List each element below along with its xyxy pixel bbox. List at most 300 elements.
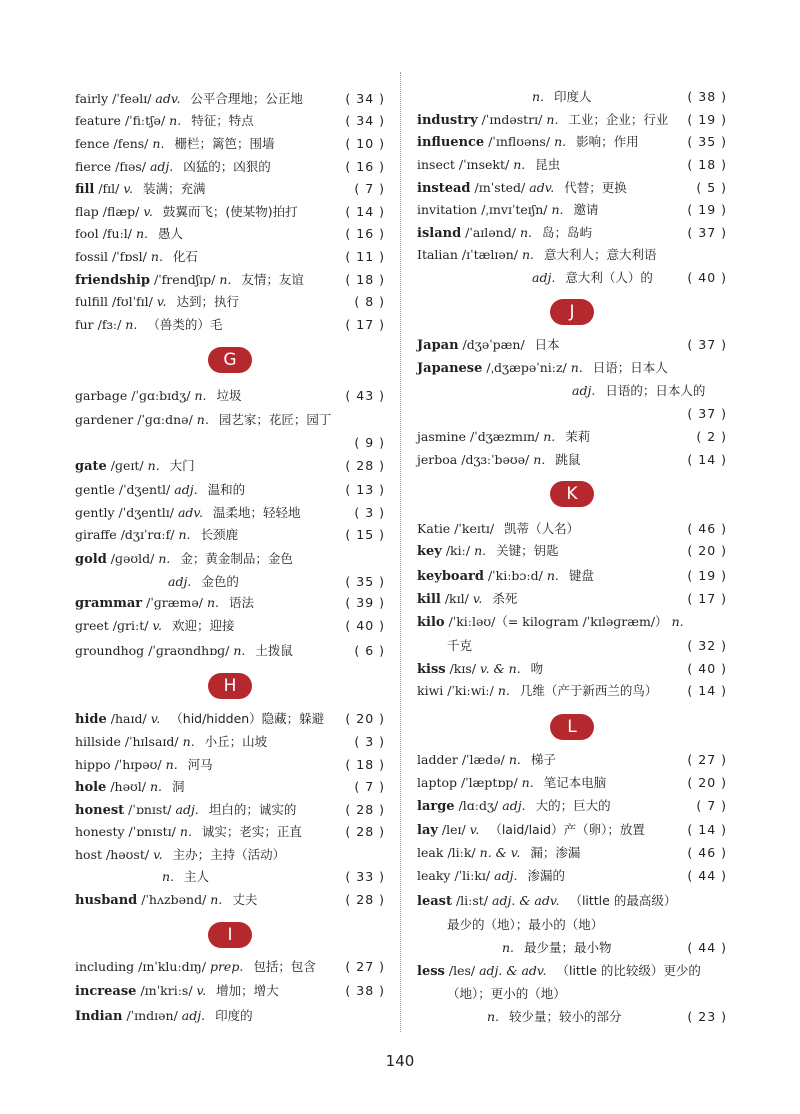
part-of-speech: n. bbox=[158, 551, 171, 566]
phonetic: /ˈhɪpəʊ/ bbox=[114, 757, 162, 772]
headword: least bbox=[417, 894, 452, 909]
headword: honesty bbox=[75, 824, 125, 839]
part-of-speech: n. bbox=[522, 247, 535, 262]
entry-row bbox=[75, 314, 385, 336]
phonetic: /ˈkiːbɔːd/ bbox=[487, 568, 543, 583]
phonetic: /lɑːdʒ/ bbox=[458, 798, 499, 813]
entry-row bbox=[75, 844, 385, 866]
definition: 影响；作用 bbox=[576, 134, 639, 149]
entry-row bbox=[417, 177, 727, 199]
page-ref: ( 46 ) bbox=[687, 521, 727, 536]
part-of-speech: n. bbox=[554, 134, 567, 149]
part-of-speech: n. bbox=[671, 614, 684, 629]
page-ref: ( 35 ) bbox=[345, 574, 385, 589]
part-of-speech: adj. & adv. bbox=[492, 893, 560, 908]
page-ref: ( 37 ) bbox=[687, 337, 727, 352]
phonetic: /ˈɪndəstrɪ/ bbox=[481, 112, 543, 127]
page-ref: ( 17 ) bbox=[345, 317, 385, 332]
definition: 愚人 bbox=[158, 226, 184, 241]
page-ref: ( 18 ) bbox=[345, 757, 385, 772]
page-ref: ( 19 ) bbox=[687, 112, 727, 127]
entry-row bbox=[417, 199, 727, 221]
definition: 梯子 bbox=[530, 752, 556, 767]
part-of-speech: n. bbox=[178, 527, 191, 542]
part-of-speech: adj. bbox=[572, 383, 596, 398]
definition: 工业；企业；行业 bbox=[568, 112, 669, 127]
definition: 跳鼠 bbox=[555, 452, 581, 467]
phonetic: /ˈɒnɪstɪ/ bbox=[128, 824, 176, 839]
definition: 最少量；最小物 bbox=[524, 940, 612, 955]
definition: 邀请 bbox=[573, 202, 599, 217]
definition: 最少的（地）；最小的（地） bbox=[447, 917, 604, 932]
phonetic: /həʊl/ bbox=[110, 779, 146, 794]
definition: 关键；钥匙 bbox=[496, 543, 559, 558]
entry-continuation bbox=[447, 635, 727, 657]
part-of-speech: n. bbox=[182, 734, 195, 749]
section-letter-badge: I bbox=[208, 922, 252, 948]
phonetic: /ˈɡɑːbɪdʒ/ bbox=[131, 388, 191, 403]
part-of-speech: v. bbox=[153, 847, 163, 862]
page-ref: ( 13 ) bbox=[345, 482, 385, 497]
page-ref: ( 27 ) bbox=[345, 959, 385, 974]
entry-row bbox=[75, 269, 385, 291]
part-of-speech: n. bbox=[546, 568, 559, 583]
headword: invitation bbox=[417, 202, 478, 217]
headword: leaky bbox=[417, 868, 451, 883]
part-of-speech: n. bbox=[502, 940, 515, 955]
definition: 日语的；日本人的 bbox=[605, 383, 706, 398]
phonetic: /ˈfeəlɪ/ bbox=[112, 91, 152, 106]
definition: 主办；主持（活动） bbox=[172, 847, 286, 862]
page-ref: ( 40 ) bbox=[345, 618, 385, 633]
phonetic: /ˈkiːləʊ/（= kilogram /ˈkɪləɡræm/） bbox=[448, 614, 668, 629]
phonetic: /haɪd/ bbox=[110, 711, 147, 726]
part-of-speech: n. bbox=[196, 412, 209, 427]
phonetic: /ˈkiːwiː/ bbox=[447, 683, 494, 698]
headword: less bbox=[417, 964, 445, 979]
headword: honest bbox=[75, 803, 125, 818]
definition: 渗漏的 bbox=[527, 868, 565, 883]
headword: Japan bbox=[417, 338, 459, 353]
entry-row bbox=[417, 749, 727, 771]
definition: 语法 bbox=[229, 595, 255, 610]
page-ref: ( 46 ) bbox=[687, 845, 727, 860]
definition: 岛；岛屿 bbox=[541, 225, 592, 240]
page-ref: ( 11 ) bbox=[345, 249, 385, 264]
entry-row bbox=[75, 246, 385, 268]
headword: jasmine bbox=[417, 429, 467, 444]
part-of-speech: n. bbox=[487, 1009, 500, 1024]
part-of-speech: v. & n. bbox=[480, 661, 521, 676]
phonetic: /ˈɪnsekt/ bbox=[458, 157, 510, 172]
definition: 鼓翼而飞；(使某物)拍打 bbox=[162, 204, 298, 219]
page-ref: ( 14 ) bbox=[687, 822, 727, 837]
page-number: 140 bbox=[385, 1052, 415, 1070]
phonetic: /les/ bbox=[448, 963, 476, 978]
phonetic: /kɪl/ bbox=[444, 591, 469, 606]
part-of-speech: adj. bbox=[502, 798, 526, 813]
phonetic: /ˈɪnflʊəns/ bbox=[488, 134, 551, 149]
definition: 温和的 bbox=[207, 482, 246, 497]
entry-row bbox=[75, 640, 385, 662]
entry-row bbox=[417, 540, 727, 562]
part-of-speech: adj. bbox=[532, 270, 556, 285]
page-ref: ( 3 ) bbox=[354, 734, 385, 749]
part-of-speech: adj. bbox=[494, 868, 518, 883]
page-ref: ( 9 ) bbox=[354, 435, 385, 450]
entry-row bbox=[417, 842, 727, 864]
entry-row bbox=[75, 479, 385, 501]
definition: 茉莉 bbox=[565, 429, 591, 444]
entry-row bbox=[417, 658, 727, 680]
section-letter-badge: H bbox=[208, 673, 252, 699]
definition: 土拨鼠 bbox=[255, 643, 293, 658]
headword: Indian bbox=[75, 1009, 123, 1024]
headword: feature bbox=[75, 113, 121, 128]
definition: 垃圾 bbox=[216, 388, 242, 403]
headword: insect bbox=[417, 157, 455, 172]
page-ref: ( 38 ) bbox=[345, 983, 385, 998]
part-of-speech: n. bbox=[147, 458, 160, 473]
headword: leak bbox=[417, 845, 444, 860]
headword: husband bbox=[75, 893, 138, 908]
page-ref: ( 34 ) bbox=[345, 113, 385, 128]
entry-row bbox=[75, 455, 385, 477]
headword: island bbox=[417, 226, 462, 241]
definition: 代替；更换 bbox=[564, 180, 627, 195]
headword: hippo bbox=[75, 757, 111, 772]
entry-row bbox=[75, 708, 385, 730]
entry-row bbox=[417, 565, 727, 587]
headword: garbage bbox=[75, 388, 128, 403]
entry-row bbox=[75, 502, 385, 524]
headword: greet bbox=[75, 618, 109, 633]
entry-continuation bbox=[572, 380, 727, 402]
phonetic: /ɡriːt/ bbox=[112, 618, 149, 633]
definition: （兽类的）毛 bbox=[147, 317, 223, 332]
phonetic: /kiː/ bbox=[445, 543, 471, 558]
phonetic: /dʒɜːˈbəʊə/ bbox=[461, 452, 530, 467]
part-of-speech: adj. bbox=[168, 574, 192, 589]
headword: Italian bbox=[417, 247, 458, 262]
phonetic: /liːst/ bbox=[455, 893, 489, 908]
page-ref: ( 16 ) bbox=[345, 226, 385, 241]
section-letter-badge: G bbox=[208, 347, 252, 373]
phonetic: /ˈhɪlsaɪd/ bbox=[124, 734, 179, 749]
part-of-speech: adj. bbox=[181, 1008, 206, 1023]
phonetic: /dʒɪˈrɑːf/ bbox=[120, 527, 175, 542]
headword: groundhog bbox=[75, 643, 145, 658]
phonetic: /fens/ bbox=[113, 136, 149, 151]
page-ref: ( 17 ) bbox=[687, 591, 727, 606]
headword: ladder bbox=[417, 752, 458, 767]
page-ref: ( 7 ) bbox=[354, 779, 385, 794]
headword: host bbox=[75, 847, 103, 862]
page-ref: ( 18 ) bbox=[345, 272, 385, 287]
phonetic: /ɪnˈsted/ bbox=[474, 180, 526, 195]
definition: 笔记本电脑 bbox=[543, 775, 607, 790]
definition: （little 的最高级） bbox=[569, 893, 677, 908]
part-of-speech: n. bbox=[210, 892, 223, 907]
phonetic: /ɪˈtælɪən/ bbox=[461, 247, 518, 262]
entry-row bbox=[417, 795, 727, 817]
page-ref: ( 6 ) bbox=[354, 643, 385, 658]
entry-row bbox=[75, 156, 385, 178]
headword: grammar bbox=[75, 596, 143, 611]
phonetic: /ˌɪnvɪˈteɪʃn/ bbox=[481, 202, 548, 217]
entry-row bbox=[417, 334, 727, 356]
phonetic: /ˈfɒsl/ bbox=[111, 249, 147, 264]
definition: 金；黄金制品；金色 bbox=[180, 551, 293, 566]
page-ref: ( 14 ) bbox=[687, 683, 727, 698]
part-of-speech: n. bbox=[194, 388, 207, 403]
phonetic: /fɜː/ bbox=[97, 317, 122, 332]
entry-row bbox=[75, 223, 385, 245]
definition: 杀死 bbox=[492, 591, 518, 606]
page-ref: ( 7 ) bbox=[354, 181, 385, 196]
entry-row bbox=[417, 244, 727, 266]
page-ref: ( 37 ) bbox=[687, 225, 727, 240]
phonetic: /ˈlædə/ bbox=[461, 752, 505, 767]
entry-row bbox=[75, 88, 385, 110]
definition: 主人 bbox=[184, 869, 210, 884]
page-ref: ( 3 ) bbox=[354, 505, 385, 520]
phonetic: /ɡəʊld/ bbox=[110, 551, 155, 566]
headword: Katie bbox=[417, 521, 451, 536]
definition: 园艺家；花匠；园丁 bbox=[218, 412, 332, 427]
headword: hide bbox=[75, 712, 107, 727]
definition: 漏；渗漏 bbox=[530, 845, 581, 860]
definition: 金色的 bbox=[201, 574, 239, 589]
page-ref: ( 39 ) bbox=[345, 595, 385, 610]
page-ref: ( 44 ) bbox=[687, 940, 727, 955]
definition: 昆虫 bbox=[535, 157, 561, 172]
page-ref: ( 16 ) bbox=[345, 159, 385, 174]
phonetic: /ˈɡraʊndhɒɡ/ bbox=[148, 643, 230, 658]
part-of-speech: n. bbox=[551, 202, 564, 217]
page-ref: ( 14 ) bbox=[345, 204, 385, 219]
entry-row bbox=[417, 131, 727, 153]
part-of-speech: n. bbox=[169, 113, 182, 128]
headword: gate bbox=[75, 459, 107, 474]
part-of-speech: v. bbox=[472, 591, 483, 606]
entry-row bbox=[417, 222, 727, 244]
headword: kiwi bbox=[417, 683, 444, 698]
definition: 千克 bbox=[447, 638, 473, 653]
page-ref: ( 5 ) bbox=[696, 180, 727, 195]
page-ref: ( 34 ) bbox=[345, 91, 385, 106]
part-of-speech: n. bbox=[207, 595, 220, 610]
headword: keyboard bbox=[417, 569, 484, 584]
definition: 键盘 bbox=[568, 568, 594, 583]
definition: 栅栏；篱笆；围墙 bbox=[174, 136, 275, 151]
phonetic: /kɪs/ bbox=[449, 661, 477, 676]
page-ref: ( 33 ) bbox=[345, 869, 385, 884]
part-of-speech: n. bbox=[497, 683, 510, 698]
definition: 达到；执行 bbox=[176, 294, 239, 309]
definition: 长颈鹿 bbox=[200, 527, 238, 542]
phonetic: /ɡeɪt/ bbox=[110, 458, 144, 473]
headword: fulfill bbox=[75, 294, 109, 309]
entry-row bbox=[75, 754, 385, 776]
page-ref: ( 20 ) bbox=[687, 775, 727, 790]
phonetic: /fɪl/ bbox=[98, 181, 120, 196]
phonetic: /ˈɡɑːdnə/ bbox=[137, 412, 193, 427]
entry-row bbox=[75, 615, 385, 637]
entry-row bbox=[75, 956, 385, 978]
phonetic: /həʊst/ bbox=[106, 847, 150, 862]
definition: 较少量；较小的部分 bbox=[509, 1009, 622, 1024]
part-of-speech: prep. bbox=[209, 959, 244, 974]
entry-row bbox=[417, 154, 727, 176]
page-ref: ( 32 ) bbox=[687, 638, 727, 653]
entry-row bbox=[75, 1005, 385, 1027]
entry-row bbox=[75, 409, 385, 431]
entry-row bbox=[417, 518, 727, 540]
entry-row bbox=[417, 680, 727, 702]
headword: flap bbox=[75, 204, 99, 219]
headword: hillside bbox=[75, 734, 121, 749]
part-of-speech: v. bbox=[150, 711, 161, 726]
headword: hole bbox=[75, 780, 107, 795]
entry-row bbox=[75, 776, 385, 798]
page-ref: ( 44 ) bbox=[687, 868, 727, 883]
entry-row bbox=[75, 385, 385, 407]
entry-row bbox=[417, 449, 727, 471]
part-of-speech: adj. bbox=[174, 482, 198, 497]
part-of-speech: n. bbox=[162, 869, 175, 884]
part-of-speech: adj. bbox=[149, 159, 174, 174]
part-of-speech: v. bbox=[152, 618, 162, 633]
headword: fossil bbox=[75, 249, 108, 264]
phonetic: /ˈfiːtʃə/ bbox=[124, 113, 166, 128]
phonetic: /ˈɪndɪən/ bbox=[126, 1008, 178, 1023]
headword: instead bbox=[417, 181, 471, 196]
part-of-speech: v. bbox=[123, 181, 133, 196]
entry-row bbox=[75, 980, 385, 1002]
part-of-speech: v. bbox=[196, 983, 207, 998]
page-ref: ( 28 ) bbox=[345, 458, 385, 473]
phonetic: /ɪnˈkriːs/ bbox=[140, 983, 193, 998]
phonetic: /fɪəs/ bbox=[115, 159, 146, 174]
part-of-speech: n. bbox=[165, 757, 178, 772]
definition: 装满；充满 bbox=[142, 181, 206, 196]
entry-row bbox=[75, 592, 385, 614]
phonetic: /ɪnˈkluːdɪŋ/ bbox=[138, 959, 206, 974]
entry-continuation bbox=[447, 914, 727, 936]
entry-row bbox=[75, 799, 385, 821]
column-divider bbox=[400, 72, 401, 1032]
headword: kilo bbox=[417, 615, 445, 630]
phonetic: /fuːl/ bbox=[102, 226, 132, 241]
phonetic: /ˈlæptɒp/ bbox=[461, 775, 518, 790]
page-ref: ( 23 ) bbox=[687, 1009, 727, 1024]
headword: lay bbox=[417, 823, 438, 838]
definition: （laid/laid）产（卵）；放置 bbox=[489, 822, 645, 837]
page-ref: ( 38 ) bbox=[687, 89, 727, 104]
definition: 欢迎；迎接 bbox=[172, 618, 235, 633]
headword: gold bbox=[75, 552, 107, 567]
definition: 增加；增大 bbox=[216, 983, 279, 998]
entry-row bbox=[417, 611, 727, 633]
headword: gently bbox=[75, 505, 115, 520]
headword: Japanese bbox=[417, 361, 483, 376]
headword: friendship bbox=[75, 273, 150, 288]
headword: fur bbox=[75, 317, 94, 332]
headword: kiss bbox=[417, 662, 446, 677]
definition: 特征；特点 bbox=[191, 113, 254, 128]
definition: 印度的 bbox=[215, 1008, 253, 1023]
definition: 包括；包含 bbox=[253, 959, 316, 974]
phonetic: /ˈɒnɪst/ bbox=[128, 802, 172, 817]
definition: （hid/hidden）隐藏；躲避 bbox=[170, 711, 325, 726]
definition: （little 的比较级）更少的 bbox=[556, 963, 701, 978]
entry-row bbox=[417, 890, 727, 912]
definition: 小丘；山坡 bbox=[204, 734, 268, 749]
headword: laptop bbox=[417, 775, 458, 790]
entry-row bbox=[75, 133, 385, 155]
entry-row bbox=[75, 889, 385, 911]
page-ref: ( 40 ) bbox=[687, 270, 727, 285]
definition: 河马 bbox=[187, 757, 213, 772]
part-of-speech: n. bbox=[532, 89, 545, 104]
page-ref: ( 20 ) bbox=[687, 543, 727, 558]
part-of-speech: adj. & adv. bbox=[479, 963, 547, 978]
part-of-speech: n. bbox=[513, 157, 526, 172]
definition: 洞 bbox=[172, 779, 185, 794]
part-of-speech: n. bbox=[152, 136, 165, 151]
page-ref: ( 28 ) bbox=[345, 802, 385, 817]
headword: industry bbox=[417, 113, 478, 128]
part-of-speech: n. bbox=[474, 543, 487, 558]
headword: fence bbox=[75, 136, 110, 151]
headword: fool bbox=[75, 226, 99, 241]
part-of-speech: n. bbox=[136, 226, 149, 241]
page-ref: ( 28 ) bbox=[345, 892, 385, 907]
headword: large bbox=[417, 799, 455, 814]
definition: 坦白的；诚实的 bbox=[208, 802, 297, 817]
headword: fierce bbox=[75, 159, 112, 174]
definition: 大门 bbox=[169, 458, 195, 473]
definition: 印度人 bbox=[554, 89, 592, 104]
phonetic: /ˈliːkɪ/ bbox=[454, 868, 491, 883]
part-of-speech: adv. bbox=[177, 505, 203, 520]
page-ref: ( 18 ) bbox=[687, 157, 727, 172]
phonetic: /ˈaɪlənd/ bbox=[465, 225, 516, 240]
part-of-speech: v. bbox=[143, 204, 153, 219]
phonetic: /liːk/ bbox=[447, 845, 476, 860]
phonetic: /dʒəˈpæn/ bbox=[462, 337, 525, 352]
entry-row bbox=[75, 201, 385, 223]
headword: jerboa bbox=[417, 452, 458, 467]
part-of-speech: adv. bbox=[529, 180, 555, 195]
phonetic: /fʊlˈfɪl/ bbox=[112, 294, 153, 309]
entry-row bbox=[75, 524, 385, 546]
definition: 凯蒂（人名） bbox=[504, 521, 580, 536]
entry-row bbox=[75, 110, 385, 132]
page-ref: ( 10 ) bbox=[345, 136, 385, 151]
entry-row bbox=[417, 426, 727, 448]
entry-row bbox=[75, 548, 385, 570]
definition: 化石 bbox=[172, 249, 198, 264]
entry-row bbox=[417, 960, 727, 982]
part-of-speech: v. bbox=[156, 294, 167, 309]
definition: 意大利人；意大利语 bbox=[544, 247, 657, 262]
section-letter-badge: J bbox=[550, 299, 594, 325]
definition: 友情；友谊 bbox=[241, 272, 304, 287]
part-of-speech: n. bbox=[149, 779, 162, 794]
definition: 公平合理地；公正地 bbox=[190, 91, 303, 106]
